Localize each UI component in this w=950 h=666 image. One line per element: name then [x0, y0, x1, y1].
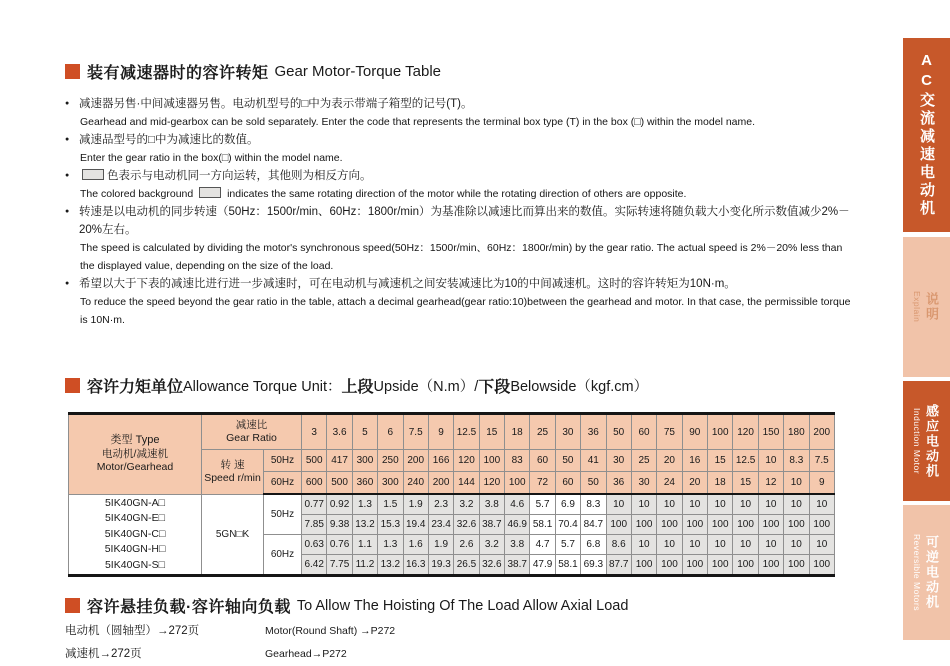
orange-square-bullet-icon — [65, 378, 80, 393]
torque-60hz-kgfcm-value: 47.9 — [530, 555, 555, 576]
gear-ratio-label-en: Gear Ratio — [226, 432, 277, 444]
section1-title — [65, 60, 441, 83]
speed-50hz-value: 100 — [479, 450, 504, 472]
torque-60hz-kgfcm-value: 100 — [657, 555, 682, 576]
torque-50hz-kgfcm-value: 9.38 — [327, 515, 352, 535]
speed-60hz-value: 30 — [631, 472, 656, 495]
note-text-en: To reduce the speed beyond the gear ratio in the table, attach a decimal gearhead(gear ratio:10)between the gearhead and motor. In that case, the permissible torque is 10N·m. — [80, 296, 851, 326]
speed-50hz-value: 417 — [327, 450, 352, 472]
torque-50hz-nm-value: 1.3 — [352, 494, 377, 515]
reference-en: Motor(Round Shaft) →P272 — [265, 625, 396, 637]
speed-60hz-value: 600 — [302, 472, 327, 495]
speed-50hz-value: 20 — [657, 450, 682, 472]
torque-60hz-kgfcm-value: 19.3 — [428, 555, 453, 576]
note-text-zh: ● 转速是以电动机的同步转速（50Hz：1500r/min、60Hz：1800r/min）为基准除以减速比而算出来的数值。实际转速将随负载大小变化所示数值减少2%－20%左右。 — [65, 203, 855, 239]
speed-60hz-value: 15 — [733, 472, 758, 495]
torque-60hz-nm-value: 10 — [758, 535, 783, 555]
torque-50hz-nm-value: 10 — [758, 494, 783, 515]
torque-60hz-kgfcm-value: 13.2 — [378, 555, 403, 576]
gear-ratio-value: 50 — [606, 414, 631, 450]
gear-ratio-value: 6 — [378, 414, 403, 450]
torque-60hz-nm-value: 0.63 — [302, 535, 327, 555]
torque-60hz-nm-value: 3.8 — [505, 535, 530, 555]
torque-50hz-nm-value: 5.7 — [530, 494, 555, 515]
torque-60hz-nm-value: 1.1 — [352, 535, 377, 555]
speed-60hz-value: 100 — [505, 472, 530, 495]
torque-60hz-nm-value: 1.9 — [428, 535, 453, 555]
motor-model-name: 5IK40GN-C□ — [104, 527, 166, 540]
note-item — [65, 203, 855, 275]
color-swatch-box-icon — [82, 169, 104, 180]
speed-60hz-value: 60 — [555, 472, 580, 495]
gear-ratio-header-cell — [202, 414, 302, 450]
sidebar-tab-label-zh: 感应电动机 — [924, 403, 939, 479]
torque-50hz-kgfcm-value: 100 — [733, 515, 758, 535]
torque-60hz-nm-value: 2.6 — [454, 535, 479, 555]
torque-60hz-nm-value: 10 — [708, 535, 733, 555]
torque-60hz-nm-value: 3.2 — [479, 535, 504, 555]
speed-50hz-value: 10 — [758, 450, 783, 472]
torque-60hz-kgfcm-value: 100 — [809, 555, 835, 576]
torque-50hz-nm-value: 10 — [708, 494, 733, 515]
motor-model-name: 5IK40GN-E□ — [104, 512, 166, 524]
note-text-zh: ● 减速器另售·中间减速器另售。电动机型号的□中为表示带端子箱型的记号(T)。 — [65, 95, 855, 113]
speed-label-zh: 转 速 — [220, 458, 245, 471]
torque-50hz-kgfcm-value: 100 — [809, 515, 835, 535]
gear-ratio-label-zh: 减速比 — [235, 419, 268, 431]
torque-50hz-kgfcm-value: 100 — [784, 515, 809, 535]
sidebar-tab-explain[interactable] — [903, 237, 950, 377]
torque-60hz-nm-value: 8.6 — [606, 535, 631, 555]
torque-50hz-kgfcm-value: 58.1 — [530, 515, 555, 535]
torque-60hz-kgfcm-value: 6.42 — [302, 555, 327, 576]
motor-model-name: 5IK40GN-H□ — [104, 543, 166, 555]
torque-60hz-kgfcm-value: 69.3 — [581, 555, 606, 576]
orange-square-bullet-icon — [65, 64, 80, 79]
bullet-dot-icon: ● — [65, 208, 70, 215]
torque-50hz-nm-value: 2.3 — [428, 494, 453, 515]
gear-ratio-value: 3.6 — [327, 414, 352, 450]
torque-50hz-kgfcm-value: 100 — [708, 515, 733, 535]
gear-ratio-value: 90 — [682, 414, 707, 450]
sidebar-tab-label-en: Reversible Motors — [912, 534, 922, 611]
torque-50hz-kgfcm-value: 13.2 — [352, 515, 377, 535]
torque-60hz-kgfcm-value: 32.6 — [479, 555, 504, 576]
speed-50hz-value: 15 — [708, 450, 733, 472]
torque-60hz-kgfcm-value: 100 — [784, 555, 809, 576]
sidebar-tab-label-en: Explain — [912, 291, 922, 323]
reference-zh: 电动机（圆轴型）→272页 — [65, 625, 200, 637]
torque-60hz-nm-value: 10 — [682, 535, 707, 555]
freq-50hz-header: 50Hz — [264, 450, 302, 472]
torque-60hz-kgfcm-value: 87.7 — [606, 555, 631, 576]
speed-60hz-value: 72 — [530, 472, 555, 495]
note-text-zh: ● 减速品型号的□中为减速比的数值。 — [65, 131, 855, 149]
gear-ratio-value: 15 — [479, 414, 504, 450]
gear-ratio-value: 7.5 — [403, 414, 428, 450]
freq-60hz-header: 60Hz — [264, 472, 302, 495]
torque-60hz-nm-value: 0.76 — [327, 535, 352, 555]
speed-50hz-value: 60 — [530, 450, 555, 472]
torque-50hz-nm-value: 10 — [733, 494, 758, 515]
speed-50hz-value: 30 — [606, 450, 631, 472]
torque-50hz-kgfcm-value: 23.4 — [428, 515, 453, 535]
torque-table — [68, 412, 835, 577]
speed-60hz-value: 24 — [657, 472, 682, 495]
gear-ratio-value: 150 — [758, 414, 783, 450]
bullet-dot-icon: ● — [65, 100, 70, 107]
torque-50hz-kgfcm-value: 46.9 — [505, 515, 530, 535]
note-text-en: Gearhead and mid-gearbox can be sold separately. Enter the code that represents the terminal box type (T) in the box (□) within the model name. — [80, 116, 756, 128]
torque-50hz-kgfcm-value: 32.6 — [454, 515, 479, 535]
speed-60hz-value: 120 — [479, 472, 504, 495]
note-item — [65, 95, 855, 131]
torque-50hz-nm-value: 3.2 — [454, 494, 479, 515]
torque-60hz-nm-value: 6.8 — [581, 535, 606, 555]
torque-50hz-nm-value: 0.92 — [327, 494, 352, 515]
torque-60hz-kgfcm-value: 7.75 — [327, 555, 352, 576]
torque-50hz-nm-value: 3.8 — [479, 494, 504, 515]
speed-50hz-value: 300 — [352, 450, 377, 472]
speed-50hz-value: 50 — [555, 450, 580, 472]
orange-square-bullet-icon — [65, 598, 80, 613]
body-freq-50hz: 50Hz — [264, 494, 302, 535]
note-text-zh: ● 希望以大于下表的减速比进行进一步减速时，可在电动机与减速机之间安装减速比为10的中间减速机。这时的容许转矩为10N·m。 — [65, 275, 855, 293]
type-header-cell — [69, 414, 202, 495]
torque-60hz-kgfcm-value: 11.2 — [352, 555, 377, 576]
speed-60hz-value: 300 — [378, 472, 403, 495]
torque-50hz-nm-value: 8.3 — [581, 494, 606, 515]
gear-ratio-value: 9 — [428, 414, 453, 450]
gearhead-model-cell: 5GN□K — [202, 494, 264, 576]
sidebar-tab-reversible-motors[interactable] — [903, 505, 950, 640]
torque-50hz-nm-value: 10 — [657, 494, 682, 515]
torque-50hz-nm-value: 10 — [784, 494, 809, 515]
upside-unit: Upside（N.m）/ — [373, 379, 479, 395]
gear-ratio-value: 12.5 — [454, 414, 479, 450]
reference-zh: 减速机→272页 — [65, 648, 142, 660]
torque-50hz-kgfcm-value: 100 — [758, 515, 783, 535]
gear-ratio-value: 18 — [505, 414, 530, 450]
speed-60hz-value: 144 — [454, 472, 479, 495]
torque-unit-label-en: Allowance Torque Unit： — [183, 379, 342, 395]
torque-50hz-kgfcm-value: 70.4 — [555, 515, 580, 535]
gear-ratio-value: 30 — [555, 414, 580, 450]
gear-ratio-value: 3 — [302, 414, 327, 450]
speed-50hz-value: 120 — [454, 450, 479, 472]
reference-row — [65, 643, 395, 666]
sidebar-tab-induction-motor[interactable] — [903, 381, 950, 501]
speed-label-en: Speed r/min — [204, 471, 261, 484]
speed-60hz-value: 10 — [784, 472, 809, 495]
speed-60hz-value: 20 — [682, 472, 707, 495]
torque-50hz-nm-value: 1.5 — [378, 494, 403, 515]
speed-60hz-value: 9 — [809, 472, 835, 495]
motor-models-cell — [69, 494, 202, 576]
torque-50hz-kgfcm-value: 100 — [682, 515, 707, 535]
reference-en: Gearhead→P272 — [265, 648, 347, 660]
belowside-label-zh: 下段 — [478, 379, 511, 396]
torque-50hz-kgfcm-value: 7.85 — [302, 515, 327, 535]
gear-ratio-value: 180 — [784, 414, 809, 450]
note-text-en: The colored background indicates the same rotating direction of the motor while the rotating direction of others are opposite. — [80, 188, 687, 200]
torque-50hz-nm-value: 10 — [606, 494, 631, 515]
torque-60hz-nm-value: 10 — [657, 535, 682, 555]
sidebar-tab-label-zh: AC交流减速电动机 — [918, 52, 935, 218]
torque-60hz-kgfcm-value: 38.7 — [505, 555, 530, 576]
belowside-unit: Belowside（kgf.cm） — [510, 379, 649, 395]
speed-60hz-value: 200 — [428, 472, 453, 495]
sidebar-tab-label-zh: 说明 — [924, 292, 939, 322]
motor-model-name: 5IK40GN-S□ — [104, 558, 166, 571]
torque-60hz-kgfcm-value: 100 — [708, 555, 733, 576]
torque-60hz-kgfcm-value: 100 — [733, 555, 758, 576]
note-item — [65, 167, 855, 203]
torque-50hz-kgfcm-value: 100 — [657, 515, 682, 535]
gear-ratio-value: 75 — [657, 414, 682, 450]
gear-ratio-value: 120 — [733, 414, 758, 450]
torque-60hz-kgfcm-value: 16.3 — [403, 555, 428, 576]
speed-header-cell — [202, 450, 264, 495]
gear-ratio-value: 60 — [631, 414, 656, 450]
note-text-en: The speed is calculated by dividing the motor's synchronous speed(50Hz：1500r/min、60Hz：1800r/min) by the gear ratio. The actual speed is 2%－20% less than the displayed value, depending on the size of the load. — [80, 242, 843, 272]
torque-60hz-kgfcm-value: 100 — [682, 555, 707, 576]
torque-50hz-nm-value: 10 — [809, 494, 835, 515]
torque-60hz-nm-value: 1.6 — [403, 535, 428, 555]
torque-50hz-nm-value: 10 — [682, 494, 707, 515]
speed-50hz-value: 166 — [428, 450, 453, 472]
section1-title-en: Gear Motor-Torque Table — [274, 63, 441, 80]
section3-title — [65, 594, 628, 617]
speed-60hz-value: 240 — [403, 472, 428, 495]
note-text-zh: ● 色表示与电动机同一方向运转，其他则为相反方向。 — [65, 167, 855, 185]
type-header-line2: 电动机/减速机 — [102, 447, 168, 460]
gear-ratio-value: 200 — [809, 414, 835, 450]
type-header-line3: Motor/Gearhead — [96, 461, 174, 473]
torque-50hz-nm-value: 0.77 — [302, 494, 327, 515]
torque-50hz-kgfcm-value: 84.7 — [581, 515, 606, 535]
torque-50hz-kgfcm-value: 38.7 — [479, 515, 504, 535]
speed-50hz-value: 7.5 — [809, 450, 835, 472]
torque-50hz-nm-value: 6.9 — [555, 494, 580, 515]
speed-50hz-value: 41 — [581, 450, 606, 472]
torque-60hz-kgfcm-value: 100 — [758, 555, 783, 576]
torque-60hz-kgfcm-value: 58.1 — [555, 555, 580, 576]
sidebar-tab-label-zh: 可逆电动机 — [924, 535, 939, 610]
sidebar-tab-label-en: Induction Motor — [912, 407, 922, 475]
torque-50hz-kgfcm-value: 15.3 — [378, 515, 403, 535]
bullet-dot-icon: ● — [65, 280, 70, 287]
section1-title-zh: 装有减速器时的容许转矩 — [87, 65, 269, 82]
color-swatch-box-icon — [199, 187, 221, 198]
note-item — [65, 131, 855, 167]
speed-50hz-value: 500 — [302, 450, 327, 472]
sidebar-tab-ac-gear-motor[interactable] — [903, 38, 950, 232]
note-text-en: Enter the gear ratio in the box(□) within the model name. — [80, 152, 343, 164]
torque-60hz-nm-value: 5.7 — [555, 535, 580, 555]
speed-50hz-value: 83 — [505, 450, 530, 472]
torque-60hz-kgfcm-value: 100 — [631, 555, 656, 576]
torque-50hz-nm-value: 1.9 — [403, 494, 428, 515]
bullet-dot-icon: ● — [65, 172, 70, 179]
speed-50hz-value: 200 — [403, 450, 428, 472]
gear-ratio-value: 36 — [581, 414, 606, 450]
speed-60hz-value: 360 — [352, 472, 377, 495]
gear-ratio-value: 100 — [708, 414, 733, 450]
upside-label-zh: 上段 — [341, 379, 374, 396]
torque-60hz-nm-value: 4.7 — [530, 535, 555, 555]
bullet-dot-icon: ● — [65, 136, 70, 143]
body-freq-60hz: 60Hz — [264, 535, 302, 576]
speed-60hz-value: 36 — [606, 472, 631, 495]
torque-60hz-nm-value: 1.3 — [378, 535, 403, 555]
speed-50hz-value: 16 — [682, 450, 707, 472]
torque-50hz-kgfcm-value: 100 — [606, 515, 631, 535]
gear-ratio-value: 25 — [530, 414, 555, 450]
torque-unit-label-zh: 容许力矩单位 — [87, 379, 184, 396]
page-references — [65, 620, 395, 666]
torque-60hz-nm-value: 10 — [784, 535, 809, 555]
speed-50hz-value: 250 — [378, 450, 403, 472]
speed-60hz-value: 500 — [327, 472, 352, 495]
reference-row — [65, 620, 395, 643]
speed-50hz-value: 25 — [631, 450, 656, 472]
speed-60hz-value: 12 — [758, 472, 783, 495]
speed-60hz-value: 18 — [708, 472, 733, 495]
notes-list — [65, 95, 855, 329]
torque-50hz-kgfcm-value: 100 — [631, 515, 656, 535]
motor-model-name: 5IK40GN-A□ — [104, 496, 166, 509]
torque-50hz-nm-value: 4.6 — [505, 494, 530, 515]
torque-50hz-kgfcm-value: 19.4 — [403, 515, 428, 535]
gear-ratio-value: 5 — [352, 414, 377, 450]
speed-50hz-value: 8.3 — [784, 450, 809, 472]
section3-title-en: To Allow The Hoisting Of The Load Allow Axial Load — [296, 597, 629, 614]
speed-60hz-value: 50 — [581, 472, 606, 495]
section2-title — [65, 374, 648, 397]
torque-60hz-nm-value: 10 — [809, 535, 835, 555]
section3-title-zh: 容许悬挂负载·容许轴向负载 — [87, 599, 291, 616]
torque-60hz-kgfcm-value: 26.5 — [454, 555, 479, 576]
note-item — [65, 275, 855, 329]
torque-60hz-nm-value: 10 — [631, 535, 656, 555]
torque-60hz-nm-value: 10 — [733, 535, 758, 555]
speed-50hz-value: 12.5 — [733, 450, 758, 472]
torque-50hz-nm-value: 10 — [631, 494, 656, 515]
type-header-line1: 类型 Type — [110, 434, 160, 446]
